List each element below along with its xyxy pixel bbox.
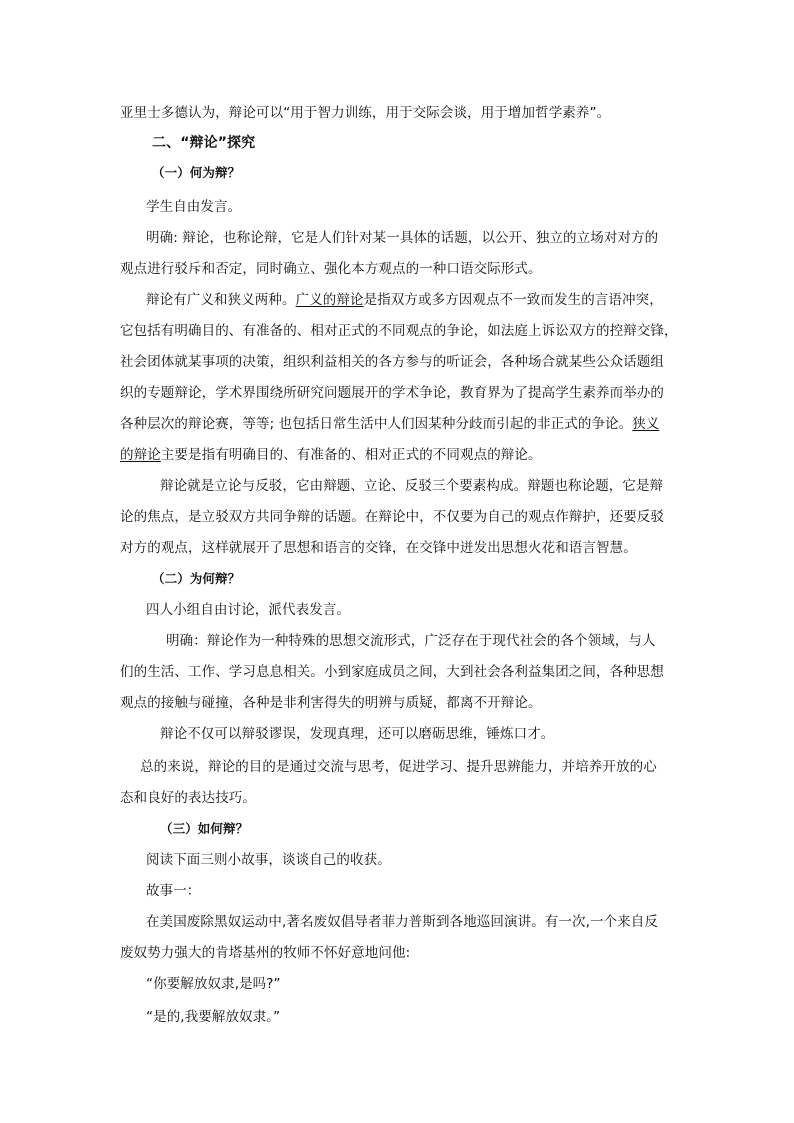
story-one-quote-1: “你要解放奴隶,是吗?”: [146, 976, 281, 992]
paragraph-broad-narrow-line-6: [120, 445, 542, 465]
story-one-label: 故事一：: [146, 883, 201, 899]
subheading-what-is-debate: （一）何为辩？: [152, 165, 241, 180]
story-one-line-1: 在美国废除黑奴运动中,著名废奴倡导者菲力普斯到各地巡回演讲。有一次,一个来自反: [146, 914, 658, 930]
paragraph-clarify-line-2: 们的生活、工作、学习息息相关。小到家庭成员之间，大到社会各利益集团之间，各种思想: [120, 664, 664, 680]
paragraph-students-speak: 学生自由发言。: [146, 199, 242, 215]
paragraph-elements-line-3: 对方的观点，这样就展开了思想和语言的交锋，在交锋中迸发出思想火花和语言智慧。: [120, 540, 637, 556]
paragraph-broad-narrow-line-1: [146, 290, 663, 310]
story-one-quote-2: “是的,我要解放奴隶。”: [146, 1009, 281, 1025]
paragraph-elements-line-1: 辩论就是立论与反驳，它由辩题、立论、反驳三个要素构成。辩题也称论题，它是辩: [160, 478, 664, 494]
story-one-line-2: 废奴势力强大的肯塔基州的牧师不怀好意地问他:: [120, 945, 411, 961]
text-segment: 各种层次的辩论赛，等等; 也包括日常生活中人们因某种分歧而引起的非正式的争论。: [120, 416, 633, 432]
paragraph-definition-line-1: 明确: 辩论，也称论辩，它是人们针对某一具体的话题，以公开、独立的立场对对方的: [146, 230, 659, 246]
text-segment: 辩论有广义和狭义两种。: [146, 292, 296, 308]
section-heading-debate-inquiry: 二、“辩论”探究: [152, 135, 256, 151]
paragraph-elements-line-2: 论的焦点，是立驳双方共同争辩的话题。在辩论中，不仅要为自己的观点作辩护，还要反驳: [120, 509, 664, 525]
paragraph-summary-line-1: 总的来说，辩论的目的是通过交流与思考，促进学习、提升思辨能力，并培养开放的心: [140, 759, 657, 775]
paragraph-clarify-line-3: 观点的接触与碰撞，各种是非利害得失的明辨与质疑，都离不开辩论。: [120, 695, 542, 711]
subheading-how-debate: （三）如何辩？: [160, 821, 249, 836]
underlined-term-broad: 广义的辩论: [295, 292, 364, 308]
paragraph-aristotle-line: 亚里士多德认为，辩论可以“用于智力训练，用于交际会谈，用于增加哲学素养”。: [120, 105, 611, 121]
text-segment: 主要是指有明确目的、有准备的、相对正式的不同观点的辩论。: [160, 447, 542, 463]
paragraph-benefits: 辩论不仅可以辩驳谬误，发现真理，还可以磨砺思维，锤炼口才。: [160, 726, 555, 742]
paragraph-definition-line-2: 观点进行驳斥和否定，同时确立、强化本方观点的一种口语交际形式。: [120, 261, 542, 277]
paragraph-broad-narrow-line-4: 织的专题辩论，学术界围绕所研究问题展开的学术争论，教育界为了提高学生素养而举办的: [120, 385, 664, 401]
paragraph-clarify-line-1: 明确：辩论作为一种特殊的思想交流形式，广泛存在于现代社会的各个领域，与人: [166, 633, 656, 649]
paragraph-group-discuss: 四人小组自由讨论，派代表发言。: [146, 602, 350, 618]
subheading-why-debate: （二）为何辩？: [152, 571, 241, 586]
paragraph-broad-narrow-line-5: [120, 414, 659, 434]
underlined-term-narrow: 狭义: [632, 416, 660, 432]
paragraph-read-stories: 阅读下面三则小故事，谈谈自己的收获。: [146, 852, 391, 868]
underlined-term-narrow-cont: 的辩论: [120, 447, 161, 463]
paragraph-broad-narrow-line-2: 它包括有明确目的、有准备的、相对正式的不同观点的争论，如法庭上诉讼双方的控辩交锋，: [120, 323, 678, 339]
paragraph-summary-line-2: 态和良好的表达技巧。: [120, 790, 256, 806]
paragraph-broad-narrow-line-3: 社会团体就某事项的决策，组织利益相关的各方参与的听证会，各种场合就某些公众话题组: [120, 354, 664, 370]
text-segment: 是指双方或多方因观点不一致而发生的言语冲突，: [363, 292, 663, 308]
